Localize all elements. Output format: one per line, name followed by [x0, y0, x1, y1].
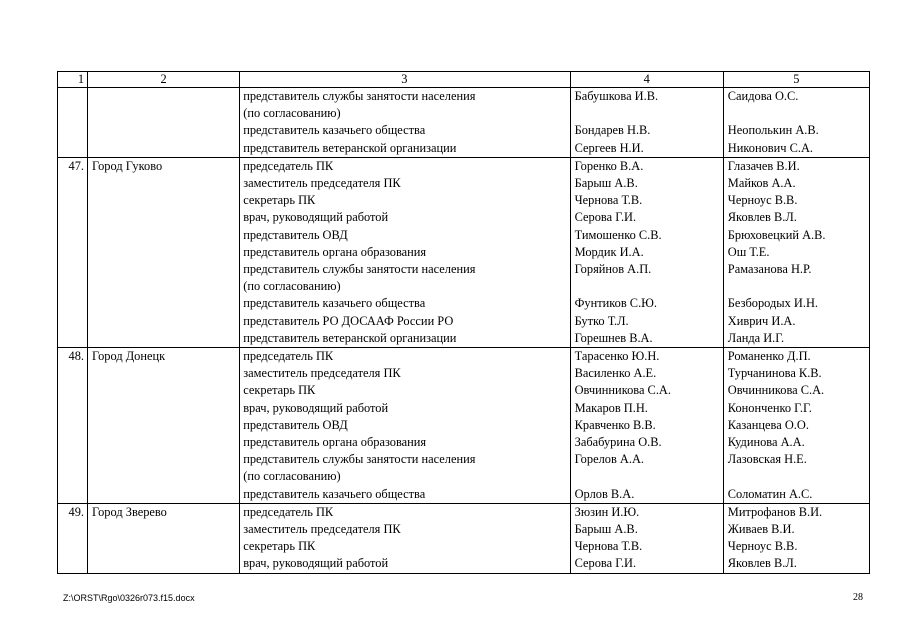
deputy-name: Живаев В.И. — [727, 522, 795, 537]
member-name: Барыш А.В. — [574, 176, 638, 191]
deputy-name: Черноус В.В. — [727, 539, 798, 554]
deputy-name: Турчанинова К.В. — [727, 366, 822, 381]
table-row — [58, 348, 870, 504]
deputy-cell — [723, 503, 869, 573]
role-cell — [240, 88, 570, 158]
role-line: председатель ПК — [243, 504, 334, 519]
role-line: врач, руководящий работой — [243, 400, 389, 415]
member-name: Чернова Т.В. — [574, 193, 643, 208]
role-line: представитель ОВД — [243, 417, 348, 432]
role-line: секретарь ПК — [243, 383, 316, 398]
member-cell — [570, 348, 723, 504]
role-line: представитель службы занятости населения — [243, 89, 476, 103]
member-name: Горенко В.А. — [574, 158, 644, 173]
role-line: представитель ветеранской организации — [243, 140, 457, 155]
table-body — [58, 88, 870, 574]
deputy-name: Брюховецкий А.В. — [727, 227, 826, 242]
deputy-name: Лазовская Н.Е. — [727, 452, 807, 467]
member-name: Тимошенко С.В. — [574, 227, 662, 242]
deputy-name: Митрофанов В.И. — [727, 504, 823, 519]
table-header-row — [58, 72, 870, 88]
deputy-name: Ош Т.Е. — [727, 244, 770, 259]
member-name: Василенко А.Е. — [574, 366, 657, 381]
deputy-cell — [723, 348, 869, 504]
header-col-5: 5 — [723, 72, 869, 88]
member-name: Фунтиков С.Ю. — [574, 296, 657, 311]
deputy-name: Кононченко Г.Г. — [727, 400, 812, 415]
member-cell — [570, 88, 723, 158]
deputy-name: Кудинова А.А. — [727, 435, 805, 450]
member-name: Горелов А.А. — [574, 452, 644, 467]
deputy-name — [728, 105, 865, 122]
role-line: представитель органа образования — [243, 435, 427, 450]
table-row — [58, 503, 870, 573]
role-line: представитель службы занятости населения — [243, 262, 476, 277]
role-cell — [240, 157, 570, 347]
member-name: Горяйнов А.П. — [574, 262, 652, 277]
municipality-cell: Город Донецк — [88, 348, 240, 504]
row-number-cell: 48. — [58, 348, 88, 504]
role-line: врач, руководящий работой — [243, 210, 389, 225]
municipality-cell: Город Зверево — [88, 503, 240, 573]
row-number-cell — [58, 88, 88, 158]
role-cell — [240, 503, 570, 573]
member-name: Барыш А.В. — [574, 522, 638, 537]
row-number-cell: 49. — [58, 503, 88, 573]
role-line: председатель ПК — [243, 349, 334, 364]
deputy-cell — [723, 88, 869, 158]
role-line: представитель службы занятости населения — [243, 452, 476, 467]
role-line: представитель казачьего общества — [243, 296, 426, 311]
member-name: Бутко Т.Л. — [574, 313, 629, 328]
deputy-name: Рамазанова Н.Р. — [727, 262, 812, 277]
deputy-name: Романенко Д.П. — [727, 349, 811, 364]
member-name: Горешнев В.А. — [574, 330, 653, 345]
member-name — [575, 278, 719, 295]
header-col-4: 4 — [570, 72, 723, 88]
role-line: председатель ПК — [243, 158, 334, 173]
deputy-name: Майков А.А. — [727, 176, 796, 191]
deputy-name: Глазачев В.И. — [727, 158, 800, 173]
deputy-name: Безбородых И.Н. — [727, 296, 819, 311]
role-line: заместитель председателя ПК — [243, 522, 401, 537]
member-name: Чернова Т.В. — [574, 539, 643, 554]
member-name — [575, 468, 719, 485]
member-name: Мордик И.А. — [574, 244, 644, 259]
role-line: секретарь ПК — [243, 539, 316, 554]
municipality-cell — [88, 88, 240, 158]
member-cell — [570, 157, 723, 347]
deputy-name: Никонович С.А. — [727, 140, 814, 155]
document-page — [57, 71, 870, 574]
role-line: представитель казачьего общества — [243, 123, 426, 138]
role-line: представитель РО ДОСААФ России РО — [243, 313, 454, 328]
role-line: секретарь ПК — [243, 193, 316, 208]
deputy-cell — [723, 157, 869, 347]
role-line: (по согласованию) — [243, 106, 341, 121]
role-line: представитель ОВД — [243, 227, 348, 242]
member-name: Сергеев Н.И. — [574, 140, 644, 155]
role-cell — [240, 348, 570, 504]
member-name: Зюзин И.Ю. — [574, 504, 640, 519]
member-name — [575, 105, 719, 122]
member-name: Овчинникова С.А. — [574, 383, 671, 398]
role-line: (по согласованию) — [243, 469, 341, 484]
member-name: Серова Г.И. — [574, 556, 637, 571]
deputy-name: Хиврич И.А. — [727, 313, 796, 328]
deputy-name: Яковлев В.Л. — [727, 556, 797, 571]
deputy-name — [728, 278, 865, 295]
member-name: Кравченко В.В. — [574, 417, 656, 432]
member-cell — [570, 503, 723, 573]
deputy-name: Черноус В.В. — [727, 193, 798, 208]
deputy-name: Овчинникова С.А. — [727, 383, 825, 398]
table-row — [58, 157, 870, 347]
role-line: представитель ветеранской организации — [243, 330, 457, 345]
page-number: 28 — [853, 592, 863, 603]
header-col-3: 3 — [240, 72, 570, 88]
member-name: Макаров П.Н. — [574, 400, 648, 415]
role-line: (по согласованию) — [243, 279, 341, 294]
header-col-2: 2 — [88, 72, 240, 88]
role-line: врач, руководящий работой — [243, 556, 389, 571]
member-name: Забабурина О.В. — [574, 435, 662, 450]
member-name: Серова Г.И. — [574, 210, 637, 225]
deputy-name: Саидова О.С. — [727, 89, 799, 103]
header-col-1: 1 — [58, 72, 88, 88]
deputy-name — [728, 468, 865, 485]
row-number-cell: 47. — [58, 157, 88, 347]
deputy-name: Казанцева О.О. — [727, 417, 809, 432]
member-name: Тарасенко Ю.Н. — [574, 349, 660, 364]
footer-file-path: Z:\ORST\Rgo\0326r073.f15.docx — [63, 593, 195, 603]
member-name: Орлов В.А. — [574, 486, 635, 501]
deputy-name: Соломатин А.С. — [727, 486, 813, 501]
commission-table — [57, 71, 870, 574]
role-line: представитель казачьего общества — [243, 486, 426, 501]
municipality-cell: Город Гуково — [88, 157, 240, 347]
role-line: представитель органа образования — [243, 244, 427, 259]
table-row — [58, 88, 870, 158]
deputy-name: Ланда И.Г. — [727, 330, 785, 345]
member-name: Бондарев Н.В. — [574, 123, 651, 138]
member-name: Бабушкова И.В. — [574, 89, 659, 103]
role-line: заместитель председателя ПК — [243, 366, 401, 381]
role-line: заместитель председателя ПК — [243, 176, 401, 191]
deputy-name: Яковлев В.Л. — [727, 210, 797, 225]
deputy-name: Неополькин А.В. — [727, 123, 819, 138]
